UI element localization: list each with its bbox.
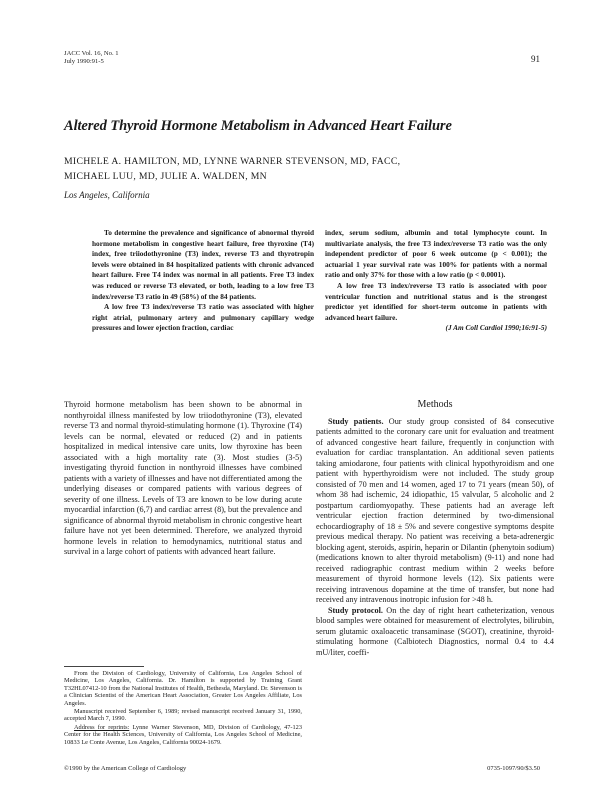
study-protocol-text: On the day of right heart catheterization, venous blood samples were obtained for measurement of electrolytes, bilirubin, serum glutamic oxaloacetic transaminase (SGOT), creatinine, thyroid-stimulating hormone (Calbiotech Diagnostics, normal 0.4 to 4.4 mU/liter, coeffi-: [316, 605, 555, 657]
copyright-notice: ©1990 by the American College of Cardiology: [64, 765, 187, 772]
introduction-paragraph: Thyroid hormone metabolism has been shown to be abnormal in nonthyroidal illness manifested by low triiodothyronine (T3), elevated reverse T3 and normal thyroid-stimulating hormone (1). Thyroxine (T4) levels can be normal, elevated or reduced (2) and in patients hospitalized in medical intensive care units, low thyroxine has been associated with a high mortality rate (3). Most studies (3-5) investigating thyroid function in nonthyroid illnesses have combined patients with a variety of illnesses and have not differentiated among the underlying diseases or compared patients with various degrees of severity of one illness. Levels of T3 are known to be low during acute myocardial infarction (6,7) and cardiac arrest (8), but the prevalence and significance of abnormal thyroid metabolism in chronic congestive heart failure have not yet been determined. Therefore, we analyzed thyroid hormone levels in relation to hemodynamics, nutritional status and survival in a large cohort of patients with advanced heart failure.: [64, 400, 302, 556]
study-patients-label: Study patients.: [328, 416, 384, 426]
abstract-left-column: [92, 228, 314, 334]
study-patients-text: Our study group consisted of 84 consecutive patients admitted to the coronary care unit for evaluation and treatment of advanced congestive heart failure, frequently in conjunction with evaluation for cardiac transplantation. An additional seven patients taking amiodarone, four patients with clinical hypothyroidism and one patient with hyperthyroidism were not included. The study group consisted of 70 men and 14 women, aged 17 to 71 years (mean 50), of whom 38 had ischemic, 24 idiopathic, 15 valvular, 5 alcoholic and 2 postpartum cardiomyopathy. These patients had an average left ventricular ejection fraction determined by two-dimensional echocardiography of 18 ± 5% and severe congestive symptoms despite previous medical therapy. No patient was receiving a beta-adrenergic blocking agent, steroids, aspirin, heparin or Dilantin (phenytoin sodium) (medications known to alter thyroid metabolism) (9-11) and none had received radiographic contrast medium within 2 weeks before measurement of thyroid hormone levels (12). Six patients were receiving intravenous dopamine at the time of transfer, but none had received any intravenous inotropic infusion for >48 h.: [316, 416, 555, 604]
abstract-paragraph-1: To determine the prevalence and significance of abnormal thyroid hormone metabolism in congestive heart failure, free thyroxine (T4) index, free triiodothyronine (T3) index, reverse T3 and thyrotropin levels were obtained in 84 hospitalized patients with chronic advanced heart failure. Free T4 index was normal in all patients. Free T3 index was reduced or reverse T3 elevated, or both, leading to a low free T3 index/reverse T3 ratio in 49 (58%) of the 84 patients.: [92, 228, 314, 301]
abstract-paragraph-4: A low free T3 index/reverse T3 ratio is associated with poor ventricular function and nutritional status and is the strongest predictor yet identified for short-term outcome in patients with advanced heart failure.: [325, 280, 547, 322]
study-protocol-label: Study protocol.: [328, 605, 383, 615]
journal-reference: [64, 50, 184, 65]
footnotes: [64, 670, 302, 747]
page-number: 91: [531, 54, 540, 64]
journal-pages: July 1990:91-5: [64, 57, 104, 65]
study-patients-paragraph: [316, 417, 554, 606]
article-title: Altered Thyroid Hormone Metabolism in Advanced Heart Failure: [64, 118, 452, 134]
article-code: 0735-1097/90/$3.50: [487, 765, 540, 772]
footnote-received: Manuscript received September 6, 1989; revised manuscript received January 31, 1990, accepted March 7, 1990.: [64, 708, 302, 723]
introduction-column: [64, 400, 302, 558]
reprints-address: Lynne Warner Stevenson, MD, Division of Cardiology, 47-123 Center for the Health Sciences, University of California, Los Angeles School of Medicine, 10833 Le Conte Avenue, Los Angeles, California 90024-1679.: [64, 723, 302, 746]
footnote-affiliation: From the Division of Cardiology, University of California, Los Angeles School of Medicine, Los Angeles, California. Dr. Hamilton is supported by Training Grant T32HL07412-10 from the National Institutes of Health, Bethesda, Maryland. Dr. Stevenson is a Clinician Scientist of the American Heart Association, Greater Los Angeles Affiliate, Los Angeles.: [64, 670, 302, 707]
methods-heading: Methods: [417, 399, 453, 410]
abstract-paragraph-3: index, serum sodium, albumin and total lymphocyte count. In multivariate analysis, the free T3 index/reverse T3 ratio was the only independent predictor of poor 6 week outcome (p < 0.001); the actuarial 1 year survival rate was 100% for patients with a normal ratio and only 37% for those with a low ratio (p < 0.0001).: [325, 228, 547, 280]
author-location: Los Angeles, California: [64, 190, 150, 200]
authors-line-1: MICHELE A. HAMILTON, MD, LYNNE WARNER STEVENSON, MD, FACC,: [64, 156, 401, 167]
reprints-label: Address for reprints:: [74, 723, 130, 731]
authors-line-2: MICHAEL LUU, MD, JULIE A. WALDEN, MN: [64, 171, 267, 182]
study-protocol-paragraph: [316, 606, 554, 659]
abstract-citation: (J Am Coll Cardiol 1990;16:91-5): [445, 323, 547, 333]
methods-column: [316, 400, 554, 658]
abstract-right-column: [325, 228, 547, 334]
footnote-divider: [64, 666, 144, 667]
journal-volume: JACC Vol. 16, No. 1: [64, 50, 119, 57]
abstract-paragraph-2: A low free T3 index/reverse T3 ratio was associated with higher right atrial, pulmonary artery and pulmonary capillary wedge pressures and lower ejection fraction, cardiac: [92, 302, 314, 333]
author-list: [64, 154, 544, 184]
footnote-reprints: [64, 724, 302, 746]
